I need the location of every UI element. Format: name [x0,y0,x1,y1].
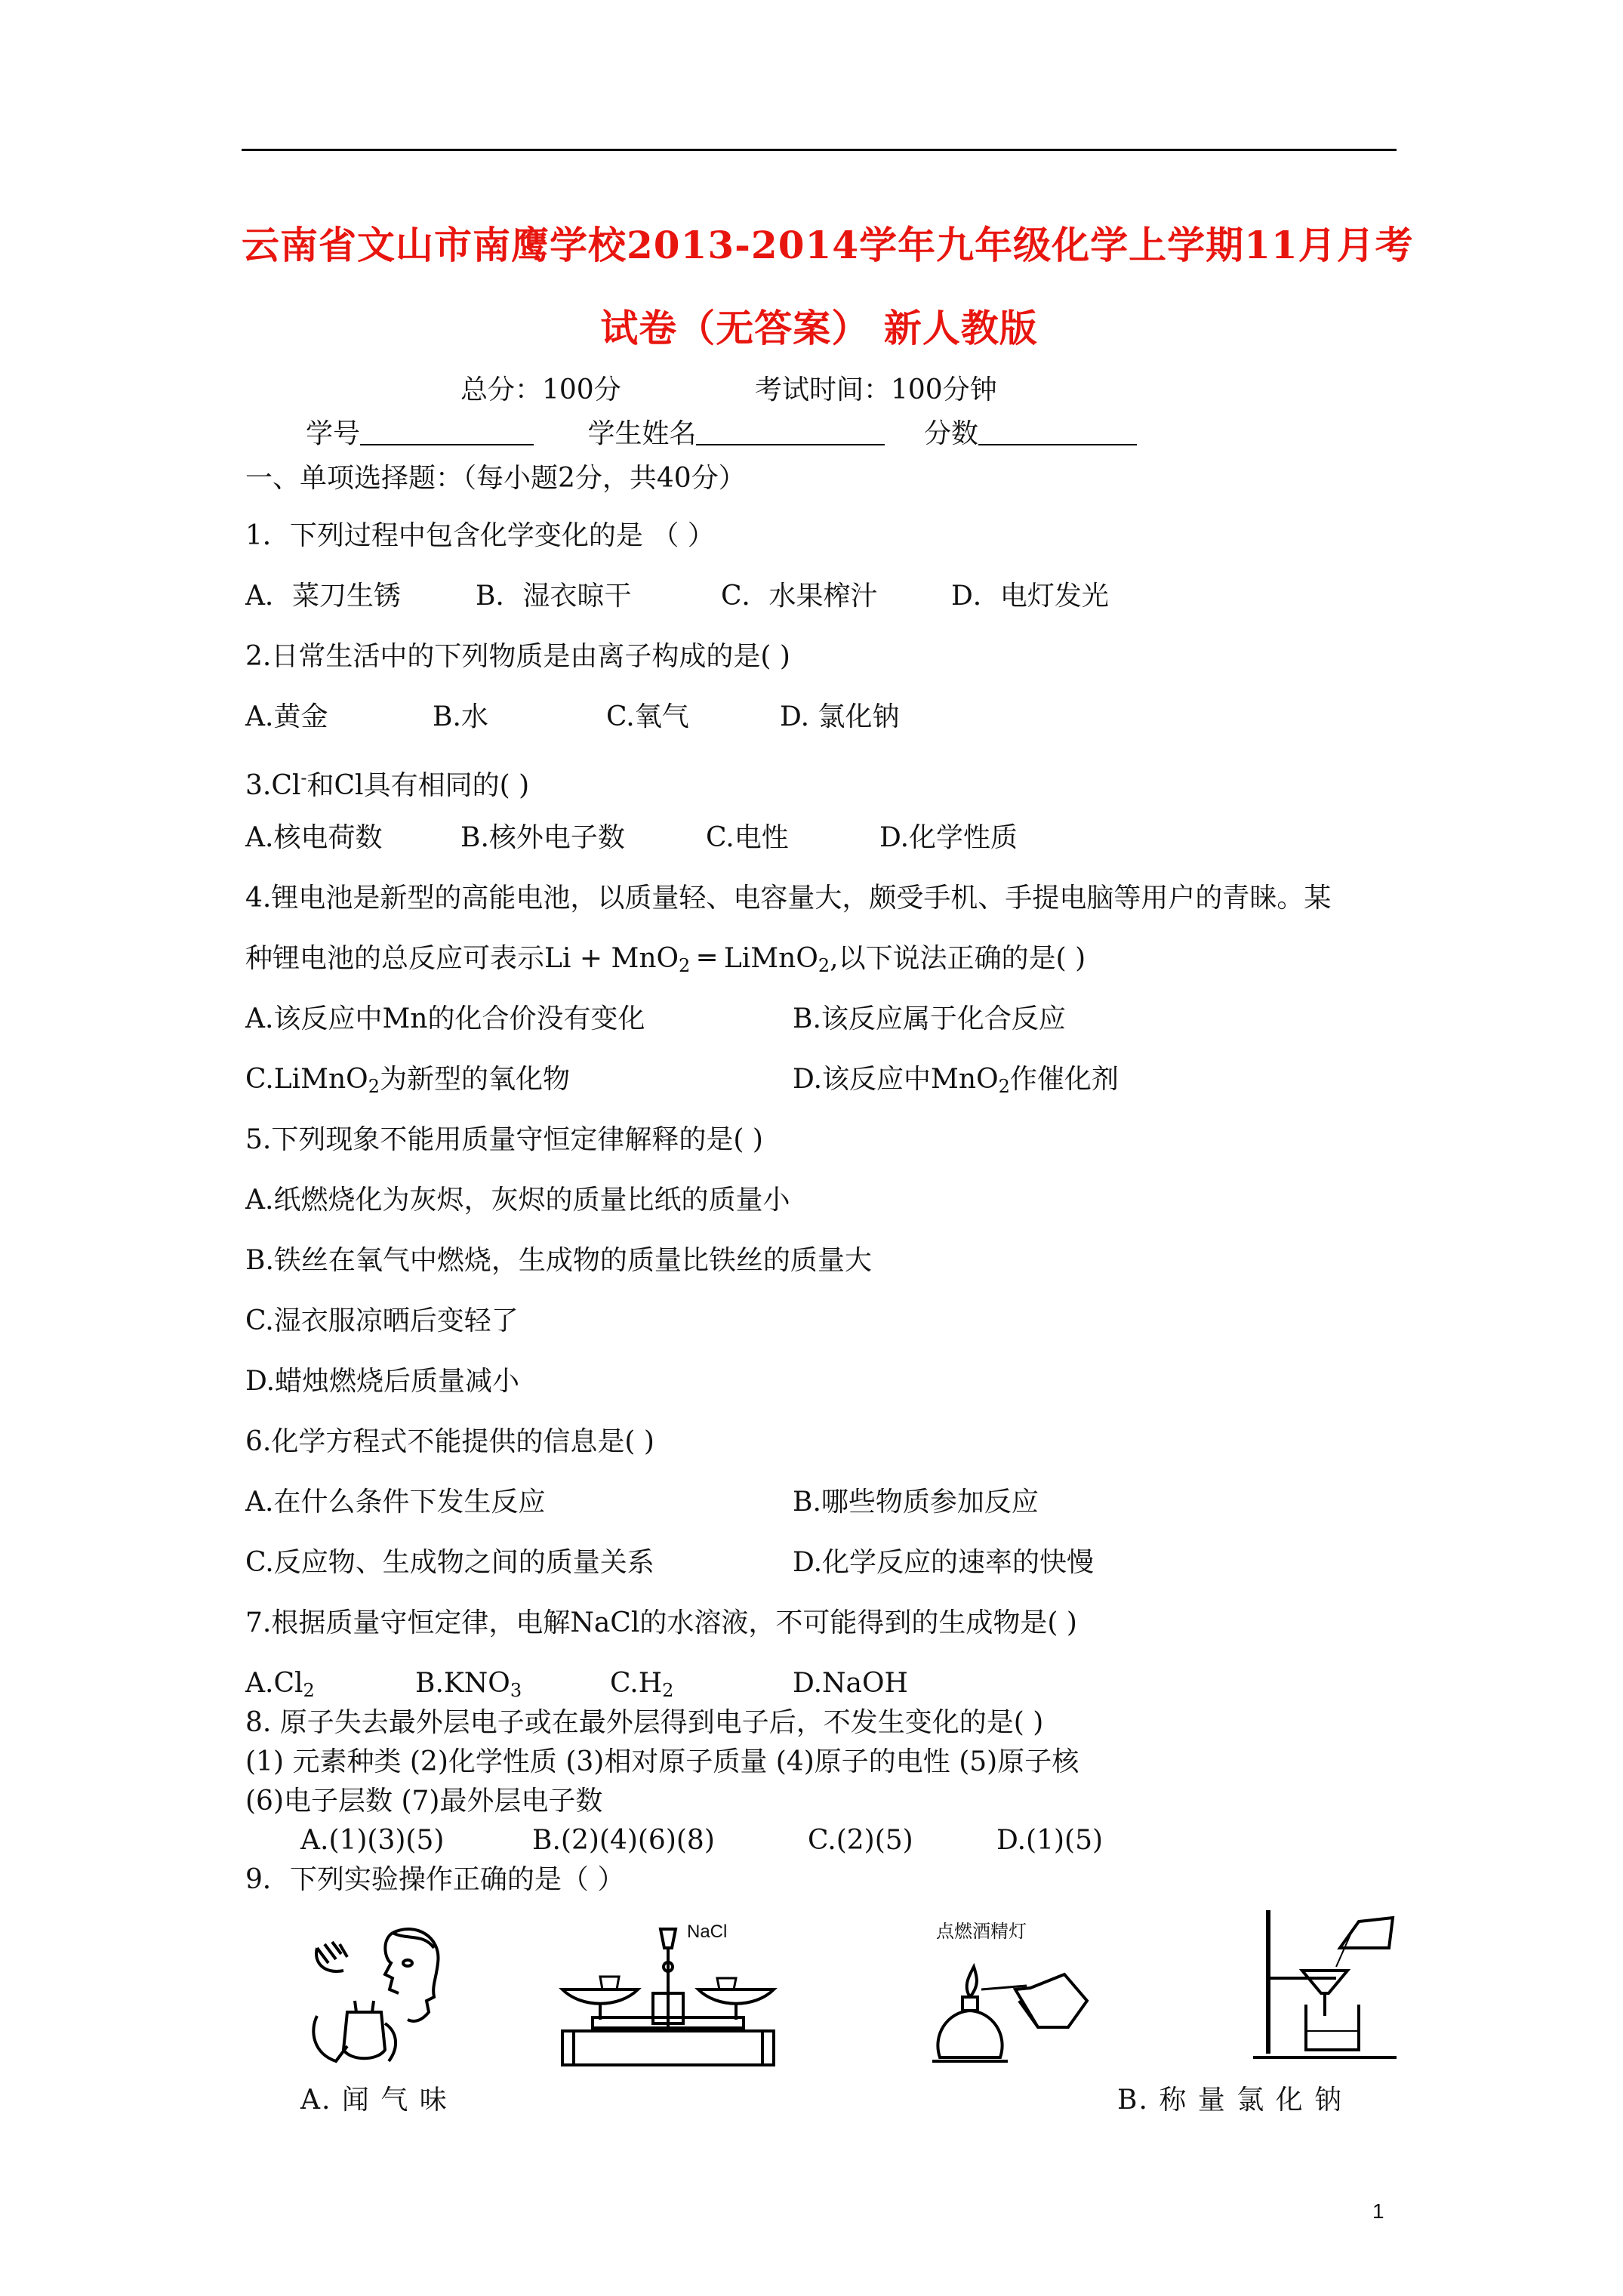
q8-items-line2: (6)电子层数 (7)最外层电子数 [245,1786,603,1817]
q2-option-c: C.氧气 [606,701,689,732]
q3-stem: 3.Cl-和Cl具有相同的( ) [245,767,530,801]
q5-option-a: A.纸燃烧化为灰烬，灰烬的质量比纸的质量小 [245,1185,790,1216]
lamp-label: 点燃酒精灯 [936,1922,1027,1942]
q8-option-a: A.(1)(3)(5) [300,1825,445,1856]
q8-option-c: C.(2)(5) [808,1825,913,1856]
page-number: 1 [1372,2199,1384,2223]
q4-stem-line1: 4.锂电池是新型的高能电池，以质量轻、电容量大，颇受手机、手提电脑等用户的青睐。某 [245,883,1332,914]
q1-option-c: C．水果榨汁 [721,581,878,612]
q4-option-c: C.LiMnO$_2$为新型的氧化物 [245,1064,570,1097]
q7-option-b: $B.KNO_3$ [415,1668,522,1701]
alcohol-lamp-figure [925,1944,1091,2073]
q5-stem: 5.下列现象不能用质量守恒定律解释的是( ) [245,1124,763,1155]
q3-option-d: D.化学性质 [879,822,1018,853]
q5-option-c: C.湿衣服凉晒后变轻了 [245,1305,519,1336]
balance-figure [547,1918,789,2076]
q1-option-a: A．菜刀生锈 [245,581,401,612]
q3-option-b: B.核外电子数 [460,822,625,853]
q2-option-a: A.黄金 [245,701,328,732]
student-name-blank[interactable] [696,418,885,445]
q8-items-line1: (1) 元素种类 (2)化学性质 (3)相对原子质量 (4)原子的电性 (5)原子核 [245,1746,1079,1777]
exam-title-line1: 云南省文山市南鹰学校2013-2014学年九年级化学上学期11月月考 [242,223,1414,267]
exam-title-line2: 试卷（无答案） 新人教版 [600,306,1038,350]
q2-option-b: B.水 [433,701,488,732]
filtration-figure [1246,1903,1404,2069]
q4-option-a: A.该反应中Mn的化合价没有变化 [245,1003,645,1034]
header-rule [242,149,1397,151]
q9-option-a: A. 闻 气 味 [300,2085,448,2116]
q4-option-d: D.该反应中MnO$_2$作催化剂 [793,1064,1119,1097]
q3-option-c: C.电性 [706,822,789,853]
q5-option-d: D.蜡烛燃烧后质量减小 [245,1366,520,1397]
section-heading: 一、单项选择题：（每小题2分，共40分） [245,463,746,494]
student-name-label: 学生姓名 [587,418,697,449]
q9-stem: 9．下列实验操作正确的是（ ） [245,1864,625,1895]
q6-option-a: A.在什么条件下发生反应 [245,1487,546,1518]
q3-option-a: A.核电荷数 [245,822,383,853]
q1-option-d: D．电灯发光 [951,581,1109,612]
q2-stem: 2.日常生活中的下列物质是由离子构成的是( ) [245,641,790,672]
q8-option-b: B.(2)(4)(6)(8) [532,1825,715,1856]
q1-option-b: B．湿衣晾干 [476,581,632,612]
score-blank[interactable] [978,418,1137,445]
student-id-label: 学号 [306,418,361,449]
q6-option-d: D.化学反应的速率的快慢 [793,1547,1095,1578]
q2-option-d: D. 氯化钠 [780,701,900,732]
q7-option-d: D.NaOH [793,1668,908,1699]
total-score: 总分：100分 [460,374,621,405]
q7-option-c: $C.H_2$ [610,1668,674,1701]
q5-option-b: B.铁丝在氧气中燃烧，生成物的质量比铁丝的质量大 [245,1245,872,1276]
q9-option-b: B. 称 量 氯 化 钠 [1117,2085,1344,2116]
smell-gas-figure [302,1918,453,2076]
q7-stem: 7.根据质量守恒定律，电解NaCl的水溶液，不可能得到的生成物是( ) [245,1607,1077,1638]
q4-stem-line2: 种锂电池的总反应可表示Li + MnO$_2$ ═ LiMnO$_2$,以下说法正确的是( ) [245,943,1086,976]
q8-stem: 8. 原子失去最外层电子或在最外层得到电子后，不发生变化的是( ) [245,1707,1044,1738]
q7-option-a: $A.Cl_2$ [245,1668,315,1701]
exam-time: 考试时间：100分钟 [755,374,997,405]
q6-option-c: C.反应物、生成物之间的质量关系 [245,1547,654,1578]
student-id-blank[interactable] [360,418,534,445]
q1-stem: 1．下列过程中包含化学变化的是 （ ） [245,520,715,551]
q6-stem: 6.化学方程式不能提供的信息是( ) [245,1426,654,1457]
score-label: 分数 [923,418,978,449]
q6-option-b: B.哪些物质参加反应 [793,1487,1039,1518]
q8-option-d: D.(1)(5) [996,1825,1104,1856]
nacl-label: NaCl [687,1922,728,1942]
student-info-row [306,418,1137,451]
q4-option-b: B.该反应属于化合反应 [793,1003,1066,1034]
